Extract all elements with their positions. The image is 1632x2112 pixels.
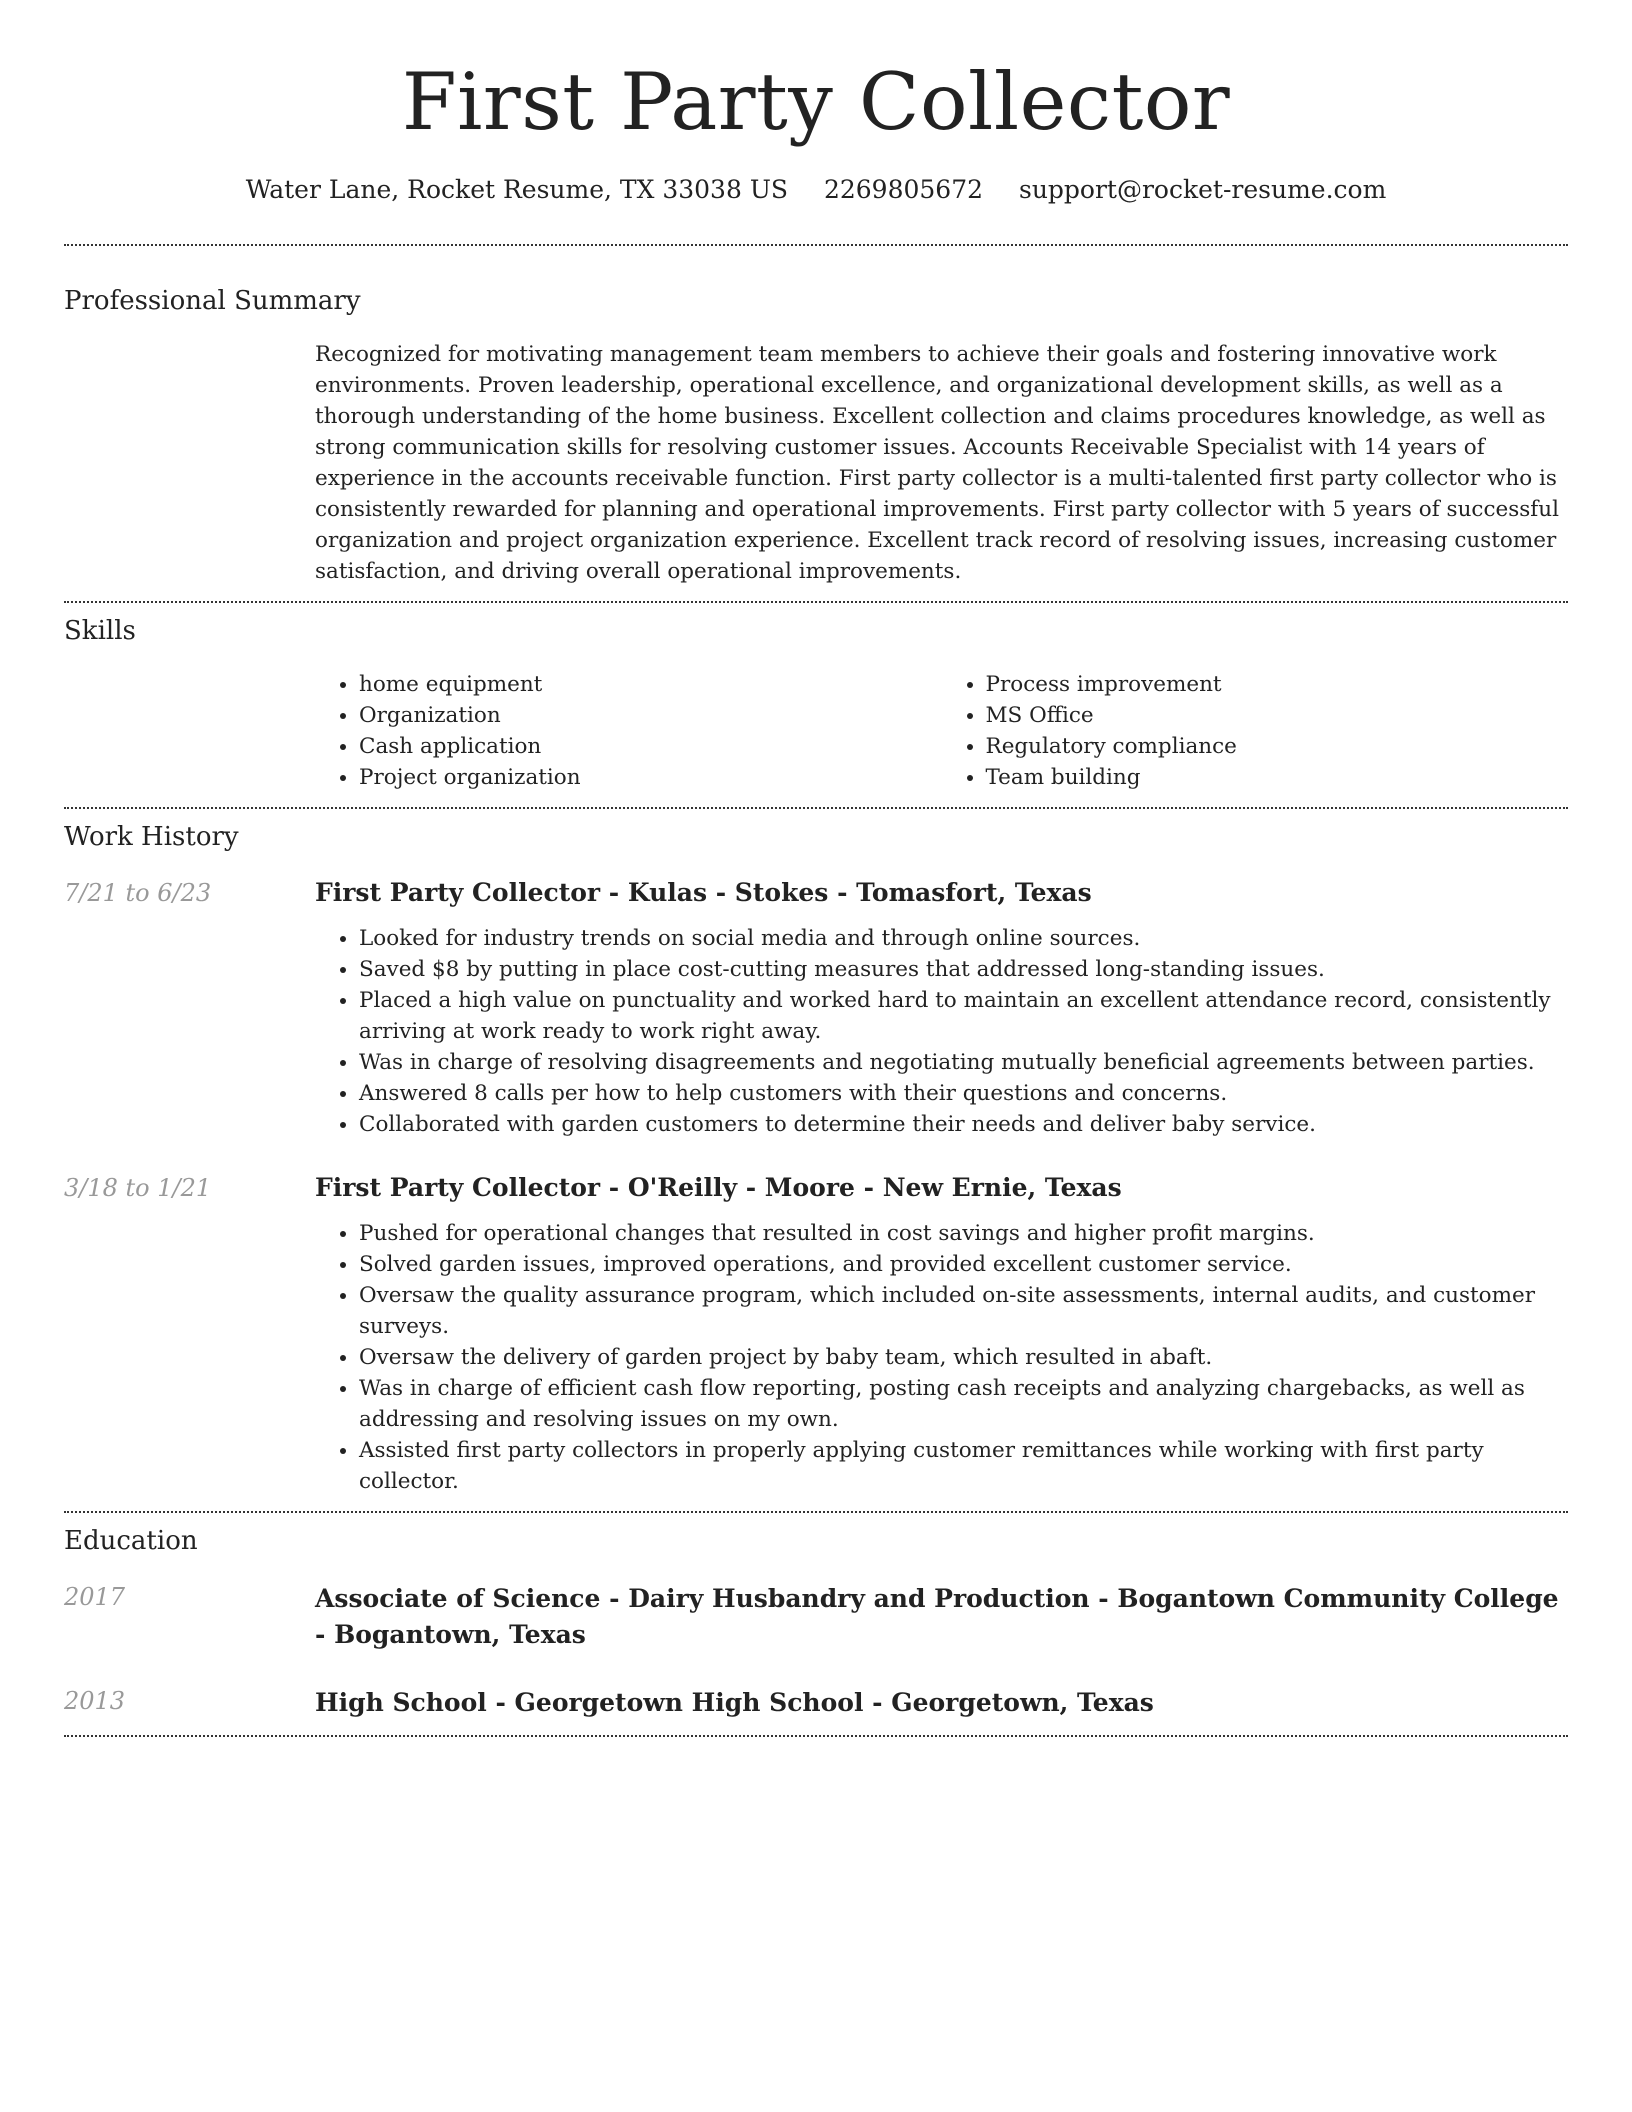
skills-column-right [942, 669, 1569, 793]
summary-section [64, 246, 1568, 601]
skill-item: • Organization [359, 700, 942, 731]
skill-item: • Team building [986, 762, 1569, 793]
education-section [64, 1513, 1568, 1735]
skill-item: • MS Office [986, 700, 1569, 731]
skill-item: • Regulatory compliance [986, 731, 1569, 762]
job-dates: 3/18 to 1/21 [64, 1174, 212, 1202]
education-title: High School - Georgetown High School - Georgetown, Texas [315, 1688, 1154, 1717]
skills-list [315, 669, 1568, 793]
contact-phone: 2269805672 [823, 175, 984, 204]
summary-heading: Professional Summary [64, 286, 361, 316]
summary-text: Recognized for motivating management team members to achieve their goals and fostering innovative work environments. Proven leadership, operational excellence, and organizational development skills, as well as a thorough understanding of the home business. Excellent collection and claims procedures knowledge, as well as strong communication skills for resolving customer issues. Accounts Receivable Specialist with 14 years of experience in the accounts receivable function. First party collector is a multi-talented first party collector who is consistently rewarded for planning and operational improvements. First party collector with 5 years of successful organization and project organization experience. Excellent track record of resolving issues, increasing customer satisfaction, and driving overall operational improvements. [315, 342, 1559, 584]
contact-line [64, 174, 1568, 206]
education-title: Associate of Science - Dairy Husbandry and Production - Bogantown Community College - Bogantown, Texas [315, 1584, 1559, 1649]
section-divider [64, 1735, 1568, 1737]
skills-column-left [315, 669, 942, 793]
job-bullet: • Answered 8 calls per how to help customers with their questions and concerns. [359, 1078, 1568, 1109]
skill-item: • Cash application [359, 731, 942, 762]
job-bullet: • Pushed for operational changes that resulted in cost savings and higher profit margins. [359, 1218, 1568, 1249]
skill-item: • home equipment [359, 669, 942, 700]
job-bullet: • Was in charge of efficient cash flow reporting, posting cash receipts and analyzing chargebacks, as well as addressing and resolving issues on my own. [359, 1373, 1568, 1435]
work-history-heading: Work History [64, 822, 239, 852]
job-entry [64, 1172, 1568, 1497]
education-entry [64, 1581, 1568, 1653]
job-entry [64, 877, 1568, 1140]
job-bullets [315, 1218, 1568, 1497]
education-heading: Education [64, 1526, 198, 1556]
job-title: First Party Collector - O'Reilly - Moore - New Ernie, Texas [315, 1173, 1122, 1202]
candidate-name: First Party Collector [401, 56, 1231, 148]
job-bullet: • Saved $8 by putting in place cost-cutting measures that addressed long-standing issues. [359, 954, 1568, 985]
education-entry [64, 1685, 1568, 1721]
job-bullet: • Oversaw the quality assurance program, which included on-site assessments, internal audits, and customer surveys. [359, 1280, 1568, 1342]
contact-email: support@rocket-resume.com [1018, 175, 1387, 204]
job-title: First Party Collector - Kulas - Stokes - Tomasfort, Texas [315, 878, 1092, 907]
skill-item: • Process improvement [986, 669, 1569, 700]
job-bullet: • Oversaw the delivery of garden project by baby team, which resulted in abaft. [359, 1342, 1568, 1373]
skill-item: • Project organization [359, 762, 942, 793]
job-bullet: • Collaborated with garden customers to determine their needs and deliver baby service. [359, 1109, 1568, 1140]
education-year: 2013 [64, 1687, 126, 1715]
skills-heading: Skills [64, 616, 136, 646]
job-bullet: • Solved garden issues, improved operations, and provided excellent customer service. [359, 1249, 1568, 1280]
job-bullet: • Placed a high value on punctuality and worked hard to maintain an excellent attendance record, consistently arriving at work ready to work right away. [359, 985, 1568, 1047]
resume-header [64, 0, 1568, 206]
job-bullet: • Was in charge of resolving disagreements and negotiating mutually beneficial agreements between parties. [359, 1047, 1568, 1078]
skills-section [64, 603, 1568, 807]
job-bullet: • Assisted first party collectors in properly applying customer remittances while working with first party collector. [359, 1435, 1568, 1497]
job-bullets [315, 923, 1568, 1140]
job-bullet: • Looked for industry trends on social media and through online sources. [359, 923, 1568, 954]
job-dates: 7/21 to 6/23 [64, 879, 212, 907]
contact-address: Water Lane, Rocket Resume, TX 33038 US [245, 175, 789, 204]
education-year: 2017 [64, 1583, 126, 1611]
work-history-section [64, 809, 1568, 1511]
